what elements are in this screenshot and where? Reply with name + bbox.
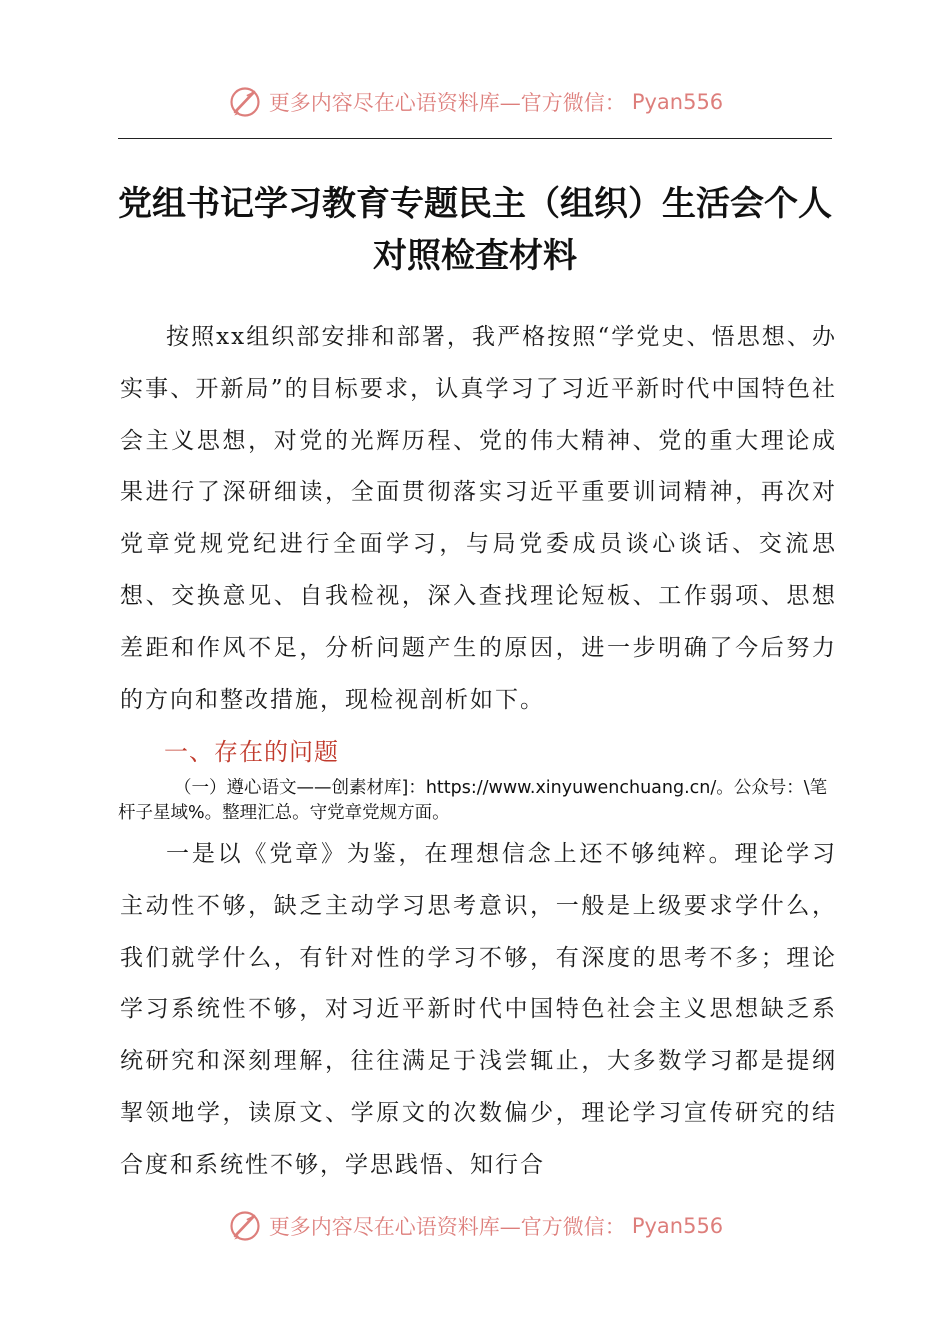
watermark-wechat-id: Pyan556 xyxy=(631,90,724,114)
document-title: 党组书记学习教育专题民主（组织）生活会个人对照检查材料 xyxy=(118,184,832,276)
header-divider xyxy=(118,138,832,139)
intro-paragraph: 按照xx组织部安排和部署，我严格按照“学党史、悟思想、办实事、开新局”的目标要求，认真学习了习近平新时代中国特色社会主义思想，对党的光辉历程、党的伟大精神、党的重大理论成果进行了深研细读，全面贯彻落实习近平重要训词精神，再次对党章党规党纪进行全面学习，与局党委成员谈心谈话、交流思想、交换意见、自我检视，深入查找理论短板、工作弱项、思想差距和作风不足，分析问题产生的原因，进一步明确了今后努力的方向和整改措施，现检视剖析如下。 xyxy=(120,324,837,713)
section-heading: 一、存在的问题 xyxy=(164,738,339,766)
body-paragraph: 一是以《党章》为鉴，在理想信念上还不够纯粹。理论学习主动性不够，缺乏主动学习思考意识，一般是上级要求学什么，我们就学什么，有针对性的学习不够，有深度的思考不多；理论学习系统性不够，对习近平新时代中国特色社会主义思想缺乏系统研究和深刻理解，往往满足于浅尝辄止，大多数学习都是提纲挈领地学，读原文、学原文的次数偏少，理论学习宣传研究的结合度和系统性不够，学思践悟、知行合 xyxy=(120,841,837,1178)
header-watermark xyxy=(0,84,950,120)
pen-logo-icon xyxy=(227,1208,263,1244)
pen-logo-icon xyxy=(227,84,263,120)
watermark-text: 更多内容尽在心语资料库—官方微信： xyxy=(268,91,626,115)
footer-watermark xyxy=(0,1208,950,1244)
watermark-text: 更多内容尽在心语资料库—官方微信： xyxy=(268,1215,626,1239)
sub-heading: （一）遵心语文——创素材库]：https://www.xinyuwenchuang.cn/。公众号：\笔杆子星域%。整理汇总。守党章党规方面。 xyxy=(118,778,828,823)
watermark-wechat-id: Pyan556 xyxy=(631,1214,724,1238)
